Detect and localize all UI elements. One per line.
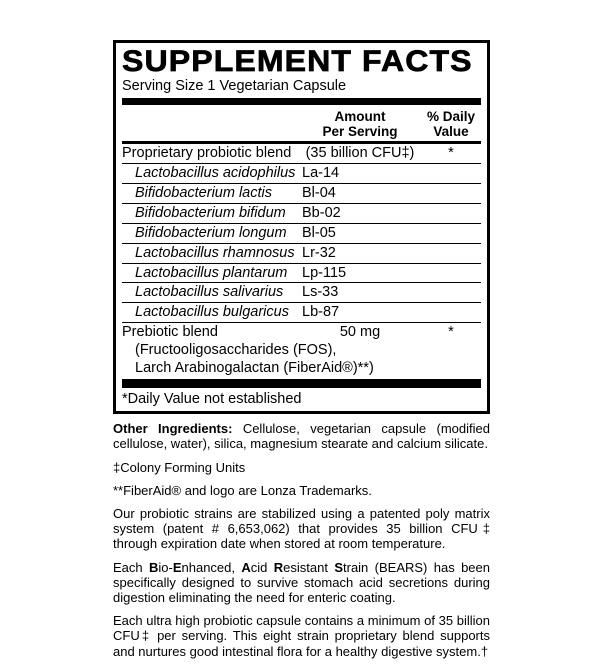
daily-value-footnote: *Daily Value not established <box>122 391 302 408</box>
table-row-proprietary-blend <box>122 144 481 164</box>
blend-daily-value: * <box>448 144 454 161</box>
prebiotic-main-line <box>122 323 481 341</box>
strain-name: Bifidobacterium bifidum <box>135 204 286 221</box>
strain-name: Lactobacillus plantarum <box>135 264 288 281</box>
footnotes-section <box>113 421 490 659</box>
stability-note: Our probiotic strains are stabilized using a patented poly matrix system (patent # 6,653,062) that provides 35 billion CFU‡ through expiration date when stored at room temperature. <box>113 505 490 552</box>
blend-amount: (35 billion CFU‡) <box>305 144 415 161</box>
text-segment: Each <box>113 559 149 575</box>
prebiotic-name: Prebiotic blend <box>122 324 218 341</box>
strain-name: Lactobacillus salivarius <box>135 284 284 301</box>
text-segment: io- <box>158 559 173 575</box>
amount-header-line2: Per Serving <box>322 123 398 139</box>
supplement-facts-box <box>113 40 490 414</box>
text-segment: R <box>273 559 284 575</box>
bears-note <box>113 560 490 606</box>
dv-header-line1: % Daily <box>426 108 476 124</box>
table-row-strain <box>122 184 481 204</box>
text-segment: Other Ingredients: <box>113 421 243 437</box>
supplement-facts-panel <box>113 40 490 667</box>
text-segment: B <box>149 559 159 575</box>
column-header-row <box>122 105 481 141</box>
fiberaid-footnote: **FiberAid® and logo are Lonza Trademarks. <box>113 482 372 498</box>
text-segment: E <box>172 559 182 575</box>
strain-code: Lp-115 <box>302 264 347 281</box>
prebiotic-detail-line1: (Fructooligosaccharides (FOS), <box>135 342 337 359</box>
strain-name: Lactobacillus acidophilus <box>135 164 296 181</box>
table-row-strain <box>122 283 481 303</box>
strain-code: Bb-02 <box>302 204 341 221</box>
strain-code: Lb-87 <box>302 304 340 321</box>
strain-code: Lr-32 <box>302 244 336 261</box>
strain-name: Lactobacillus rhamnosus <box>135 244 295 261</box>
panel-title: SUPPLEMENT FACTS <box>122 45 473 78</box>
divider-bar-top <box>122 98 481 105</box>
strain-code: Bl-05 <box>302 224 336 241</box>
strain-code: Ls-33 <box>302 284 339 301</box>
strain-name: Lactobacillus bulgaricus <box>135 304 289 321</box>
table-row-strain <box>122 224 481 244</box>
amount-column-header <box>299 109 421 139</box>
table-row-strain <box>122 303 481 323</box>
text-segment: nhanced, <box>181 559 242 575</box>
strain-code: La-14 <box>302 164 340 181</box>
dv-header-line2: Value <box>433 123 469 139</box>
strain-name: Bifidobacterium lactis <box>135 184 272 201</box>
table-row-strain <box>122 244 481 264</box>
prebiotic-amount: 50 mg <box>339 324 381 341</box>
strain-name: Bifidobacterium longum <box>135 224 287 241</box>
prebiotic-detail-line2: Larch Arabinogalactan (FiberAid®)**) <box>135 360 374 377</box>
serving-benefit-note: Each ultra high probiotic capsule contains a minimum of 35 billion CFU‡ per serving. This eight strain proprietary blend supports and nurtures good intestinal flora for a healthy digestive system.† <box>113 613 490 659</box>
table-row-prebiotic-blend <box>122 323 481 377</box>
text-segment: A <box>241 559 251 575</box>
strain-code: Bl-04 <box>302 184 336 201</box>
amount-header-line1: Amount <box>334 108 386 124</box>
text-segment: S <box>334 559 343 575</box>
other-ingredients-note <box>113 421 490 451</box>
serving-size: Serving Size 1 Vegetarian Capsule <box>122 78 347 94</box>
cfu-footnote: ‡Colony Forming Units <box>113 459 246 475</box>
blend-name: Proprietary probiotic blend <box>122 144 292 161</box>
text-segment: esistant <box>283 559 335 575</box>
table-row-strain <box>122 204 481 224</box>
prebiotic-daily-value: * <box>448 324 454 341</box>
text-segment: train (BEARS) has been specifically designed to survive stomach acid secretions during digestion eliminating the need for enteric coating. <box>113 559 490 605</box>
daily-value-column-header <box>421 109 481 139</box>
table-row-strain <box>122 264 481 284</box>
text-segment: cid <box>250 559 274 575</box>
text-segment: Cellulose, vegetarian capsule (modified cellulose, water), silica, magnesium stearate and calcium silicate. <box>113 421 490 452</box>
divider-bar-bottom <box>122 379 481 388</box>
table-row-strain <box>122 164 481 184</box>
